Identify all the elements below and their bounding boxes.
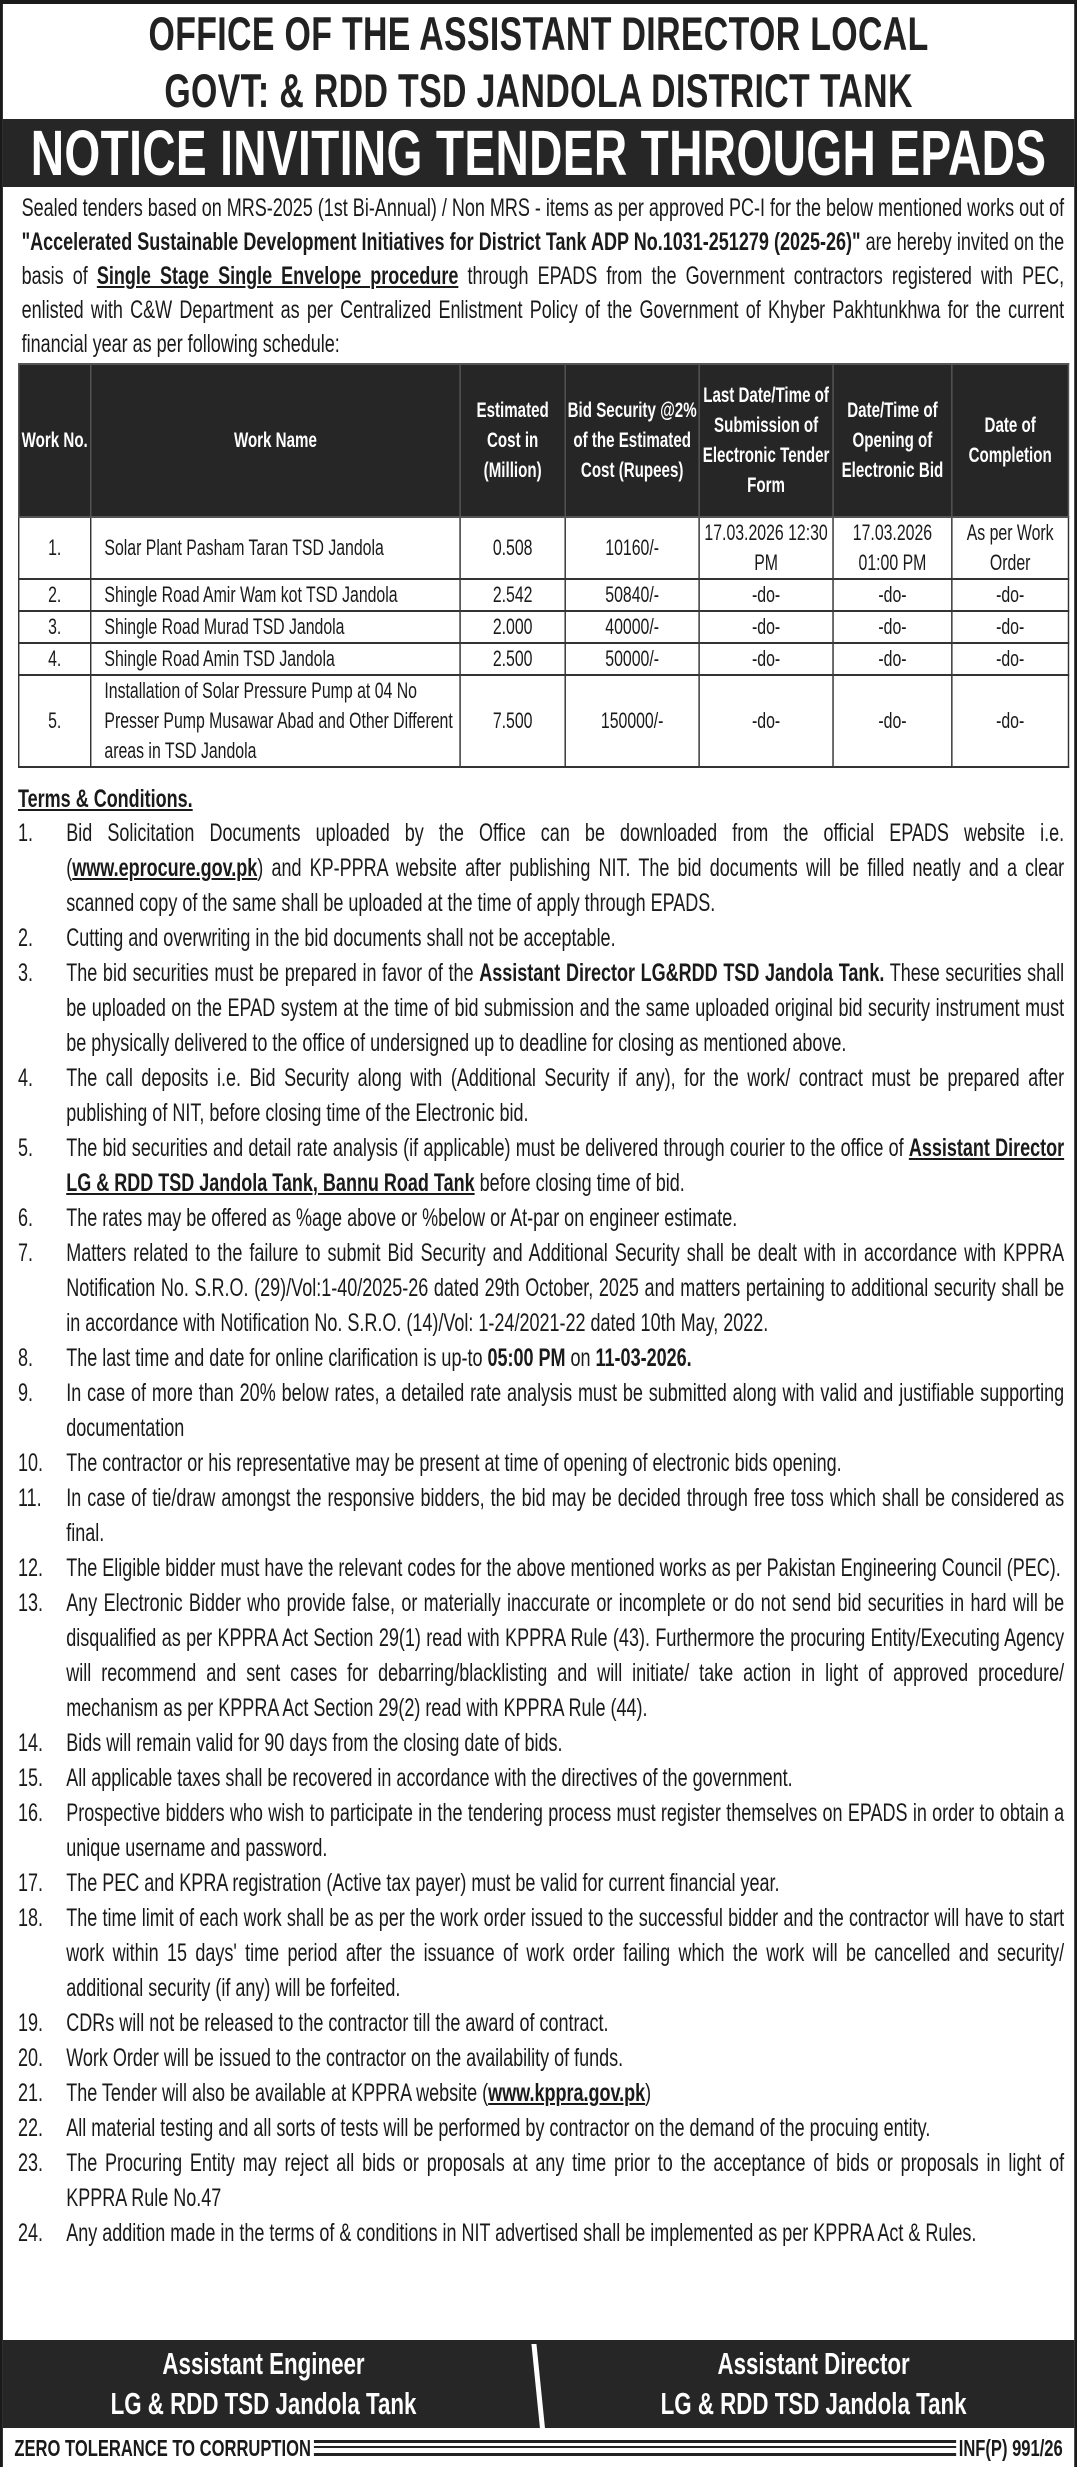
term-number: 9. [18, 1379, 34, 1407]
text-segment: Bid Solicitation Documents uploaded by the Office can be downloaded from the official EPADS website i.e. ( [66, 819, 1065, 882]
term-text [66, 2041, 1064, 2076]
work-no: 2. [19, 579, 91, 611]
signature-band [3, 2340, 1074, 2428]
opening-datetime: -do- [833, 643, 952, 675]
notice-banner: NOTICE INVITING TENDER THROUGH EPADS [3, 119, 1074, 187]
opening-datetime: -do- [833, 579, 952, 611]
underlined-emphasis: Assistant Director LG & RDD TSD Jandola Tank, Bannu Road Tank [66, 1134, 1065, 1197]
text-segment: The last time and date for online clarification is up-to [66, 1344, 488, 1372]
term-text [66, 921, 1064, 956]
estimated-cost: 2.000 [460, 611, 565, 643]
submission-deadline: -do- [699, 611, 833, 643]
text-segment: ) and KP-PPRA website after publishing NIT. The bid documents will be filled neatly and a clear scanned copy of the same shall be uploaded at the time of apply through EPADS. [66, 854, 1065, 917]
bid-security: 40000/- [565, 611, 699, 643]
text-segment: The time limit of each work shall be as per the work order issued to the successful bidder and the contractor will have to start work within 15 days' time period after the issuance of work order failing which the work will be cancelled and security/ additional security (if any) will be forfeited. [66, 1904, 1065, 2002]
text-segment: are hereby invited on the basis of [21, 228, 1065, 290]
term-number: 5. [18, 1134, 34, 1162]
term-number: 6. [18, 1204, 34, 1232]
text-segment: All material testing and all sorts of tests will be performed by contractor on the demand of the procuing entity. [66, 2114, 931, 2142]
term-item [18, 1901, 1064, 2006]
office-title [3, 4, 1074, 119]
terms-section [3, 768, 1074, 2251]
completion-date: As per Work Order [952, 517, 1069, 579]
column-header: Date of Completion [952, 364, 1069, 517]
text-segment: The contractor or his representative may be present at time of opening of electronic bids opening. [66, 1449, 842, 1477]
text-segment: Bids will remain valid for 90 days from the closing date of bids. [66, 1729, 563, 1757]
work-no: 5. [19, 675, 91, 767]
text-segment: Any Electronic Bidder who provide false, or materially inaccurate or incomplete or do not send bid securities in hard will be disqualified as per KPPRA Act Section 29(1) read with KPPRA Rule (43). Furthermore the procuring Entity/Executing Agency will recommend and sent cases for debarring/blacklisting and will initiate/ take action in light of approved procedure/ mechanism as per KPPRA Act Section 29(2) read with KPPRA Rule (44). [66, 1589, 1065, 1722]
text-segment: The rates may be offered as %age above or %below or At-par on engineer estimate. [66, 1204, 738, 1232]
slogan: ZERO TOLERANCE TO CORRUPTION [14, 2434, 311, 2461]
works-schedule-table [18, 363, 1069, 768]
column-header: Date/Time of Opening of Electronic Bid [833, 364, 952, 517]
divider-rule [314, 2440, 956, 2456]
text-segment: Work Order will be issued to the contractor on the availability of funds. [66, 2044, 624, 2072]
term-number: 17. [18, 1869, 44, 1897]
text-segment: The Tender will also be available at KPPRA website ( [66, 2079, 489, 2107]
term-text [66, 1586, 1064, 1726]
opening-datetime: 17.03.2026 01:00 PM [833, 517, 952, 579]
term-text [66, 1481, 1064, 1551]
text-segment: ) [645, 2079, 652, 2107]
term-text [66, 1726, 1064, 1761]
term-number: 13. [18, 1589, 44, 1617]
term-text [66, 1236, 1064, 1341]
term-number: 12. [18, 1554, 44, 1582]
term-item [18, 1236, 1064, 1341]
column-header: Estimated Cost in (Million) [460, 364, 565, 517]
term-item [18, 2006, 1064, 2041]
terms-list [18, 816, 1064, 2251]
term-item [18, 1726, 1064, 1761]
term-number: 2. [18, 924, 34, 952]
column-header: Work Name [91, 364, 460, 517]
term-number: 20. [18, 2044, 44, 2072]
term-text [66, 1866, 1064, 1901]
opening-datetime: -do- [833, 611, 952, 643]
term-text [66, 1446, 1064, 1481]
text-segment: Any addition made in the terms of & conditions in NIT advertised shall be implemented as per KPPRA Act & Rules. [66, 2219, 977, 2247]
term-number: 22. [18, 2114, 44, 2142]
text-segment: CDRs will not be released to the contractor till the award of contract. [66, 2009, 609, 2037]
term-item [18, 2041, 1064, 2076]
bottom-strip [3, 2430, 1074, 2466]
term-number: 14. [18, 1729, 44, 1757]
underlined-emphasis: www.eprocure.gov.pk [72, 854, 258, 882]
term-text [66, 1376, 1064, 1446]
term-number: 3. [18, 959, 34, 987]
text-segment: In case of more than 20% below rates, a detailed rate analysis must be submitted along with valid and justifiable supporting documentation [66, 1379, 1065, 1442]
term-text [66, 1131, 1064, 1201]
table-row [19, 643, 1069, 675]
term-item [18, 2146, 1064, 2216]
term-item [18, 1551, 1064, 1586]
term-item [18, 1866, 1064, 1901]
term-number: 16. [18, 1799, 44, 1827]
office-title-line2: GOVT: & RDD TSD JANDOLA DISTRICT TANK [164, 64, 913, 117]
completion-date: -do- [952, 579, 1069, 611]
estimated-cost: 2.500 [460, 643, 565, 675]
table-header-row [19, 364, 1069, 517]
signature-assistant-director [553, 2344, 1074, 2424]
term-number: 1. [18, 819, 34, 847]
text-segment: on [565, 1344, 596, 1372]
table-row [19, 517, 1069, 579]
text-segment: The Procuring Entity may reject all bids or proposals at any time prior to the acceptance of bids or proposals in light of KPPRA Rule No.47 [66, 2149, 1065, 2212]
column-header: Bid Security @2% of the Estimated Cost (Rupees) [565, 364, 699, 517]
term-item [18, 1376, 1064, 1446]
underlined-emphasis: Single Stage Single Envelope procedure [96, 262, 459, 290]
term-item [18, 2111, 1064, 2146]
text-segment: Prospective bidders who wish to participate in the tendering process must register themselves on EPADS in order to obtain a unique username and password. [66, 1799, 1065, 1862]
term-text [66, 1901, 1064, 2006]
term-text [66, 1061, 1064, 1131]
term-item [18, 1446, 1064, 1481]
text-segment: The call deposits i.e. Bid Security along with (Additional Security if any), for the work/ contract must be prepared after publishing of NIT, before closing time of the Electronic bid. [66, 1064, 1065, 1127]
submission-deadline: -do- [699, 579, 833, 611]
term-text [66, 1341, 1064, 1376]
text-segment: All applicable taxes shall be recovered in accordance with the directives of the government. [66, 1764, 793, 1792]
bid-security: 150000/- [565, 675, 699, 767]
signatory-office: LG & RDD TSD Jandola Tank [660, 2386, 967, 2421]
column-header: Last Date/Time of Submission of Electronic Tender Form [699, 364, 833, 517]
work-name: Installation of Solar Pressure Pump at 04 No Presser Pump Musawar Abad and Other Different areas in TSD Jandola [91, 675, 460, 767]
bid-security: 50000/- [565, 643, 699, 675]
term-number: 18. [18, 1904, 44, 1932]
column-header: Work No. [19, 364, 91, 517]
term-text [66, 2006, 1064, 2041]
work-name: Shingle Road Amir Wam kot TSD Jandola [91, 579, 460, 611]
submission-deadline: -do- [699, 643, 833, 675]
work-no: 4. [19, 643, 91, 675]
completion-date: -do- [952, 675, 1069, 767]
term-number: 10. [18, 1449, 44, 1477]
text-segment: Sealed tenders based on MRS-2025 (1st Bi-Annual) / Non MRS - items as per approved PC-I for the below mentioned works out of [21, 194, 1065, 222]
text-segment: The bid securities and detail rate analysis (if applicable) must be delivered through courier to the office of [66, 1134, 909, 1162]
completion-date: -do- [952, 611, 1069, 643]
term-number: 24. [18, 2219, 44, 2247]
term-item [18, 1061, 1064, 1131]
term-text [66, 1796, 1064, 1866]
term-text [66, 1551, 1064, 1586]
term-text [66, 2076, 1064, 2111]
estimated-cost: 2.542 [460, 579, 565, 611]
bold-emphasis: Assistant Director LG&RDD TSD Jandola Tank. [479, 959, 885, 987]
term-item [18, 956, 1064, 1061]
intro-paragraph [3, 187, 1074, 363]
term-item [18, 921, 1064, 956]
signature-assistant-engineer [3, 2344, 524, 2424]
term-item [18, 2216, 1064, 2251]
bid-security: 10160/- [565, 517, 699, 579]
work-name: Solar Plant Pasham Taran TSD Jandola [91, 517, 460, 579]
text-segment: The bid securities must be prepared in favor of the [66, 959, 480, 987]
underlined-emphasis: www.kppra.gov.pk [488, 2079, 646, 2107]
term-text [66, 1761, 1064, 1796]
term-text [66, 2111, 1064, 2146]
office-title-line1: OFFICE OF THE ASSISTANT DIRECTOR LOCAL [148, 7, 929, 60]
text-segment: Cutting and overwriting in the bid documents shall not be acceptable. [66, 924, 616, 952]
text-segment: Matters related to the failure to submit Bid Security and Additional Security shall be dealt with in accordance with KPPRA Notification No. S.R.O. (29)/Vol:1-40/2025-26 dated 29th October, 2025 and matters pertaining to additional security shall be in accordance with Notification No. S.R.O. (14)/Vol: 1-24/2021-22 dated 10th May, 2022. [66, 1239, 1065, 1337]
bold-emphasis: "Accelerated Sustainable Development Initiatives for District Tank ADP No.1031-251279 (2025-26)" [21, 228, 861, 256]
text-segment: The PEC and KPRA registration (Active tax payer) must be valid for current financial year. [66, 1869, 780, 1897]
term-number: 8. [18, 1344, 34, 1372]
term-item [18, 2076, 1064, 2111]
term-number: 15. [18, 1764, 44, 1792]
bold-emphasis: 11-03-2026. [595, 1344, 692, 1372]
term-item [18, 1481, 1064, 1551]
term-number: 7. [18, 1239, 34, 1267]
bid-security: 50840/- [565, 579, 699, 611]
text-segment: before closing time of bid. [474, 1169, 685, 1197]
table-row [19, 675, 1069, 767]
term-number: 4. [18, 1064, 34, 1092]
term-item [18, 1586, 1064, 1726]
text-segment: The Eligible bidder must have the relevant codes for the above mentioned works as per Pakistan Engineering Council (PEC). [66, 1554, 1061, 1582]
term-text [66, 1201, 1064, 1236]
term-number: 11. [18, 1484, 42, 1512]
terms-title: Terms & Conditions. [18, 785, 193, 813]
signatory-title: Assistant Engineer [162, 2346, 365, 2381]
term-item [18, 816, 1064, 921]
term-item [18, 1761, 1064, 1796]
term-item [18, 1341, 1064, 1376]
submission-deadline: -do- [699, 675, 833, 767]
signatory-office: LG & RDD TSD Jandola Tank [110, 2386, 417, 2421]
term-text [66, 956, 1064, 1061]
work-name: Shingle Road Murad TSD Jandola [91, 611, 460, 643]
text-segment: These securities shall be uploaded on the EPAD system at the time of bid submission and the same uploaded original bid security instrument must be physically delivered to the office of undersigned up to deadline for closing as mentioned above. [66, 959, 1065, 1057]
bold-emphasis: 05:00 PM [487, 1344, 566, 1372]
completion-date: -do- [952, 643, 1069, 675]
slash-divider [524, 2344, 553, 2424]
table-row [19, 611, 1069, 643]
signatory-title: Assistant Director [717, 2346, 910, 2381]
term-item [18, 1201, 1064, 1236]
text-segment: through EPADS from the Government contractors registered with PEC, enlisted with C&W Department as per Centralized Enlistment Policy of the Government of Khyber Pakhtunkhwa for the current financial year as per following schedule: [21, 262, 1065, 358]
text-segment: In case of tie/draw amongst the responsive bidders, the bid may be decided through free toss which shall be considered as final. [66, 1484, 1065, 1547]
term-number: 21. [18, 2079, 44, 2107]
term-text [66, 2146, 1064, 2216]
term-number: 19. [18, 2009, 44, 2037]
work-name: Shingle Road Amin TSD Jandola [91, 643, 460, 675]
work-no: 3. [19, 611, 91, 643]
term-text [66, 816, 1064, 921]
table-row [19, 579, 1069, 611]
estimated-cost: 7.500 [460, 675, 565, 767]
submission-deadline: 17.03.2026 12:30 PM [699, 517, 833, 579]
estimated-cost: 0.508 [460, 517, 565, 579]
term-text [66, 2216, 1064, 2251]
reference-number: INF(P) 991/26 [958, 2434, 1063, 2461]
opening-datetime: -do- [833, 675, 952, 767]
term-item [18, 1131, 1064, 1201]
term-number: 23. [18, 2149, 44, 2177]
term-item [18, 1796, 1064, 1866]
work-no: 1. [19, 517, 91, 579]
